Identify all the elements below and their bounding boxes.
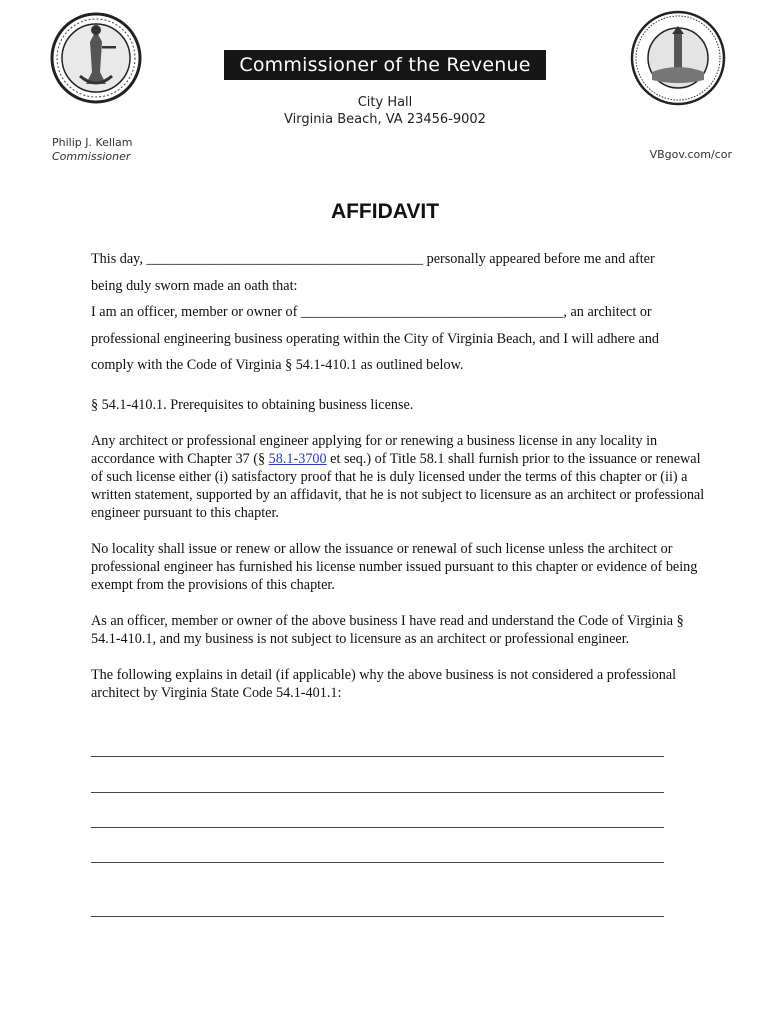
explanation-line-1[interactable] <box>91 756 664 757</box>
explanation-line-3[interactable] <box>91 827 664 828</box>
website-link[interactable]: VBgov.com/cor <box>649 148 732 161</box>
oath-text: I am an officer, member or owner of <box>91 304 298 320</box>
explanation-line-4[interactable] <box>91 862 664 863</box>
commissioner-role: Commissioner <box>52 150 131 163</box>
explanation-line-2[interactable] <box>91 792 664 793</box>
document-title: AFFIDAVIT <box>330 200 440 223</box>
statute-text: Any architect or professional engineer applying for or renewing a business license in any locality in accordance with Chapter 37 (§ <box>91 432 658 467</box>
code-reference-link[interactable]: 58.1-3700 <box>268 450 327 467</box>
oath-line-1 <box>91 246 711 273</box>
name-blank-field[interactable]: _______________________________________ <box>146 251 424 267</box>
statute-paragraph-1 <box>91 432 711 522</box>
statute-text: et seq.) of Title 58.1 shall furnish prior to the issuance or renewal of such license either (i) satisfactory proof that he is duly licensed under the terms of this chapter or (ii) a written statement, supported by an affidavit, that he is not subject to licensure as an architect or professional engineer pursuant to this chapter. <box>91 450 705 521</box>
oath-text: This day, <box>91 251 143 267</box>
address-line-2: Virginia Beach, VA 23456-9002 <box>284 112 486 127</box>
section-heading: § 54.1-410.1. Prerequisites to obtaining business license. <box>91 396 414 413</box>
affidavit-body <box>91 246 711 702</box>
explanation-prompt: The following explains in detail (if applicable) why the above business is not considered a professional architect by Virginia State Code 54.1-401.1: <box>91 666 677 701</box>
oath-text: , an architect or <box>563 304 652 320</box>
address-line-1: City Hall <box>357 95 413 110</box>
statute-paragraph-2: No locality shall issue or renew or allow the issuance or renewal of such license unless the architect or professional engineer has furnished his license number issued pursuant to this chapter or evidence of being exempt from the provisions of this chapter. <box>91 540 698 593</box>
oath-line-2: being duly sworn made an oath that: <box>91 277 298 294</box>
office-address <box>260 94 510 128</box>
oath-line-4: professional engineering business operating within the City of Virginia Beach, and I will adhere and <box>91 330 659 347</box>
virginia-state-seal-logo <box>50 12 142 104</box>
oath-line-5: comply with the Code of Virginia § 54.1-410.1 as outlined below. <box>91 357 464 373</box>
explanation-line-5[interactable] <box>91 916 664 917</box>
commissioner-name: Philip J. Kellam <box>52 136 133 149</box>
commissioner-banner: Commissioner of the Revenue <box>224 50 546 80</box>
oath-line-3 <box>91 299 711 326</box>
virginia-beach-city-seal-logo <box>630 10 726 106</box>
business-blank-field[interactable]: _____________________________________ <box>300 304 564 320</box>
commissioner-signature-block <box>52 136 133 164</box>
oath-text: personally appeared before me and after <box>426 251 655 267</box>
attestation-paragraph: As an officer, member or owner of the above business I have read and understand the Code of Virginia § 54.1-410.1, and my business is not subject to licensure as an architect or professional engineer. <box>91 612 684 647</box>
